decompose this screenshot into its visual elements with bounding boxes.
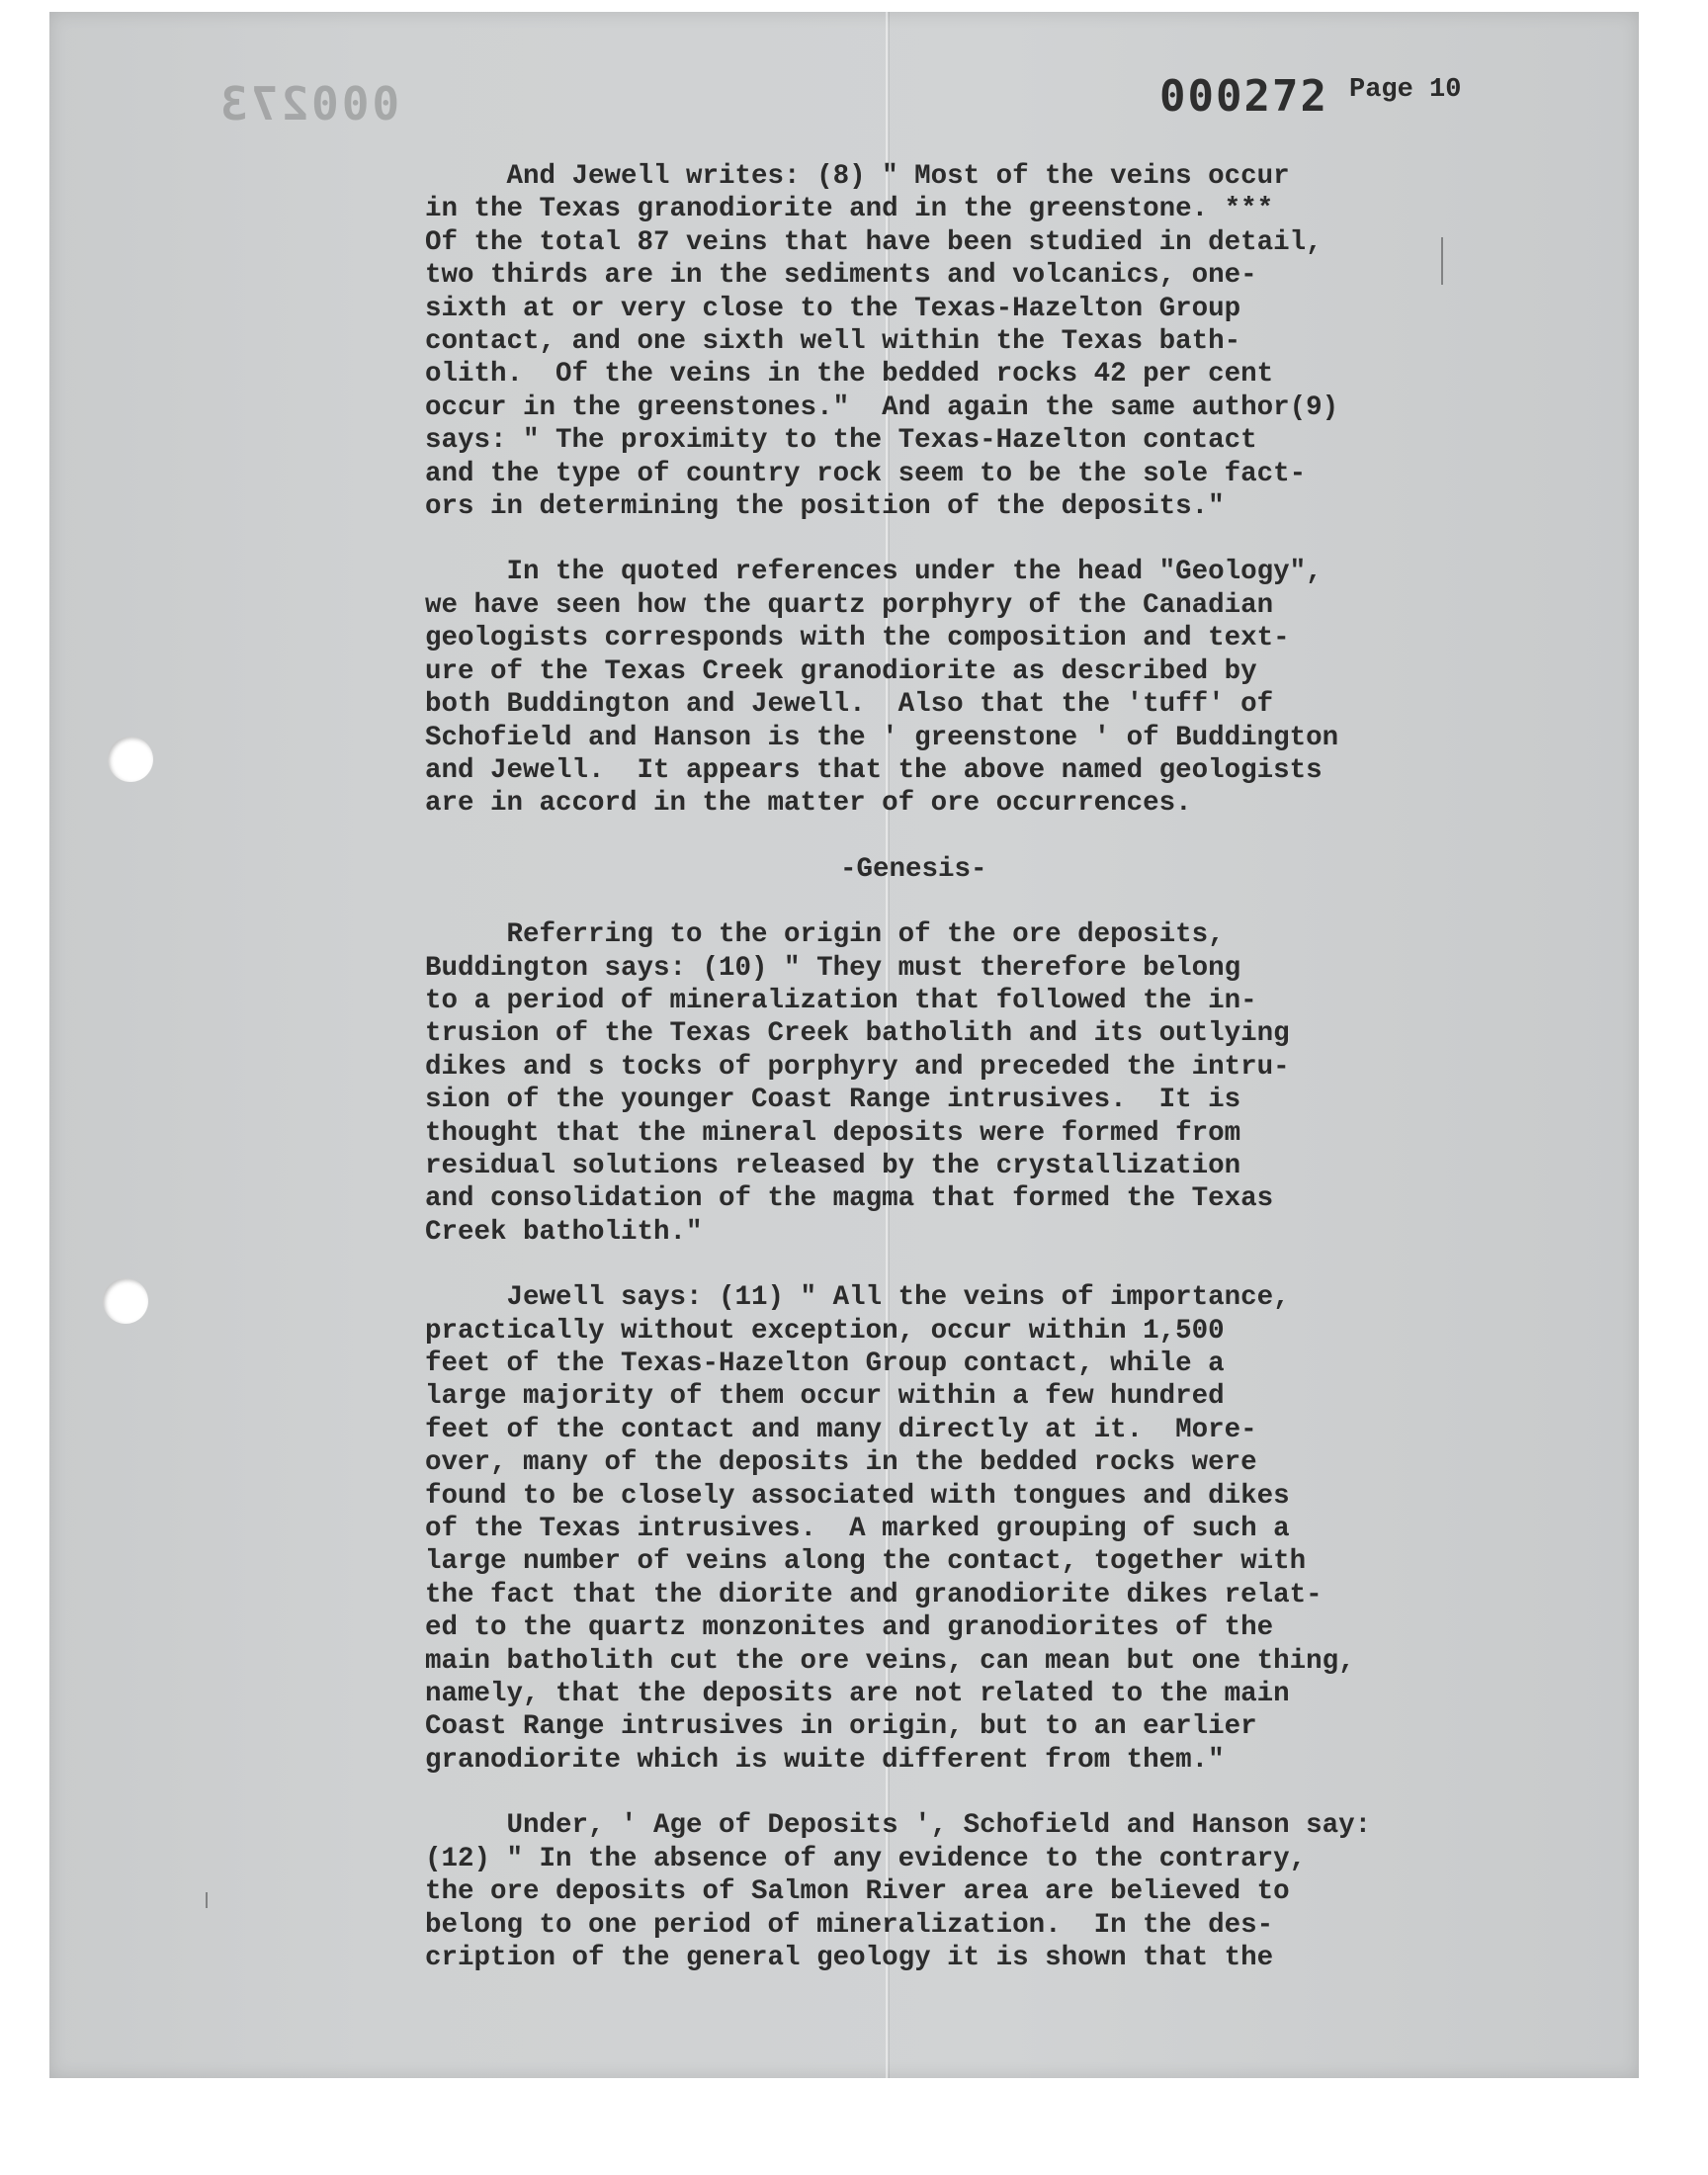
paragraph-quoted-references: [425, 556, 1443, 820]
text-line: ed to the quartz monzonites and granodiorites of the: [425, 1612, 1274, 1644]
text-line: and the type of country rock seem to be the sole fact-: [425, 458, 1307, 489]
page-number: Page 10: [1349, 75, 1462, 105]
text-line: trusion of the Texas Creek batholith and its outlying: [425, 1018, 1290, 1050]
text-line: dikes and s tocks of porphyry and preceded the intru-: [425, 1051, 1290, 1083]
document-number-stamp: 000272: [1159, 71, 1328, 122]
text-line: ure of the Texas Creek granodiorite as described by: [425, 655, 1257, 687]
text-line: the ore deposits of Salmon River area are believed to: [425, 1876, 1290, 1908]
text-line: olith. Of the veins in the bedded rocks 42 per cent: [425, 359, 1274, 391]
text-line: sixth at or very close to the Texas-Hazelton Group: [425, 293, 1241, 324]
text-line: Coast Range intrusives in origin, but to an earlier: [425, 1711, 1257, 1743]
text-line: Referring to the origin of the ore deposits,: [425, 919, 1225, 951]
text-line: in the Texas granodiorite and in the greenstone. ***: [425, 194, 1274, 225]
paragraph-origin-of-deposits: [425, 918, 1443, 1249]
bleed-through-stamp: 000273: [217, 77, 400, 130]
typed-body-text: [425, 160, 1443, 2007]
text-line: the fact that the diorite and granodiorite dikes relat-: [425, 1579, 1323, 1610]
paragraph-jewell-says: [425, 1281, 1443, 1777]
text-line: are in accord in the matter of ore occurrences.: [425, 788, 1192, 820]
text-line: we have seen how the quartz porphyry of the Canadian: [425, 589, 1274, 621]
text-line: cription of the general geology it is shown that the: [425, 1942, 1274, 1973]
text-line: main batholith cut the ore veins, can mean but one thing,: [425, 1645, 1355, 1677]
text-line: Schofield and Hanson is the ' greenstone ' of Buddington: [425, 722, 1339, 753]
text-line: Under, ' Age of Deposits ', Schofield and Hanson say:: [425, 1810, 1372, 1842]
punch-hole: [103, 1278, 148, 1324]
text-line: Creek batholith.": [425, 1216, 703, 1248]
text-line: feet of the Texas-Hazelton Group contact, while a: [425, 1348, 1225, 1379]
document-page: [49, 12, 1639, 2078]
text-line: thought that the mineral deposits were formed from: [425, 1117, 1241, 1149]
text-line: to a period of mineralization that followed the in-: [425, 985, 1257, 1016]
paragraph-jewell-writes: [425, 160, 1443, 523]
text-line: Jewell says: (11) " All the veins of importance,: [425, 1282, 1290, 1314]
text-line: large majority of them occur within a few hundred: [425, 1381, 1225, 1413]
text-line: granodiorite which is wuite different from them.": [425, 1744, 1225, 1776]
punch-hole: [108, 737, 153, 782]
text-line: two thirds are in the sediments and volcanics, one-: [425, 260, 1257, 292]
text-line: (12) " In the absence of any evidence to the contrary,: [425, 1843, 1307, 1874]
margin-mark: [206, 1892, 208, 1908]
text-line: In the quoted references under the head "Geology",: [425, 557, 1323, 588]
text-line: large number of veins along the contact, together with: [425, 1546, 1307, 1578]
text-line: of the Texas intrusives. A marked grouping of such a: [425, 1514, 1290, 1545]
text-line: and consolidation of the magma that formed the Texas: [425, 1183, 1274, 1215]
text-line: says: " The proximity to the Texas-Hazelton contact: [425, 425, 1257, 457]
text-line: feet of the contact and many directly at it. More-: [425, 1414, 1257, 1445]
text-line: found to be closely associated with tongues and dikes: [425, 1480, 1290, 1512]
text-line: residual solutions released by the crystallization: [425, 1150, 1241, 1181]
text-line: occur in the greenstones." And again the same author(9): [425, 392, 1339, 423]
paragraph-age-of-deposits: [425, 1809, 1443, 1974]
text-line: Of the total 87 veins that have been studied in detail,: [425, 226, 1323, 258]
text-line: geologists corresponds with the composition and text-: [425, 623, 1290, 654]
text-line: contact, and one sixth well within the Texas bath-: [425, 326, 1241, 358]
text-line: both Buddington and Jewell. Also that the 'tuff' of: [425, 689, 1274, 721]
text-line: And Jewell writes: (8) " Most of the veins occur: [425, 161, 1290, 192]
text-line: practically without exception, occur within 1,500: [425, 1315, 1225, 1347]
text-line: belong to one period of mineralization. In the des-: [425, 1909, 1274, 1941]
text-line: over, many of the deposits in the bedded rocks were: [425, 1447, 1257, 1479]
section-heading: -Genesis-: [840, 853, 987, 885]
text-line: namely, that the deposits are not related to the main: [425, 1679, 1290, 1710]
text-line: sion of the younger Coast Range intrusives. It is: [425, 1085, 1241, 1116]
text-line: ors in determining the position of the deposits.": [425, 491, 1225, 523]
text-line: and Jewell. It appears that the above named geologists: [425, 754, 1323, 786]
text-line: Buddington says: (10) " They must therefore belong: [425, 952, 1241, 984]
